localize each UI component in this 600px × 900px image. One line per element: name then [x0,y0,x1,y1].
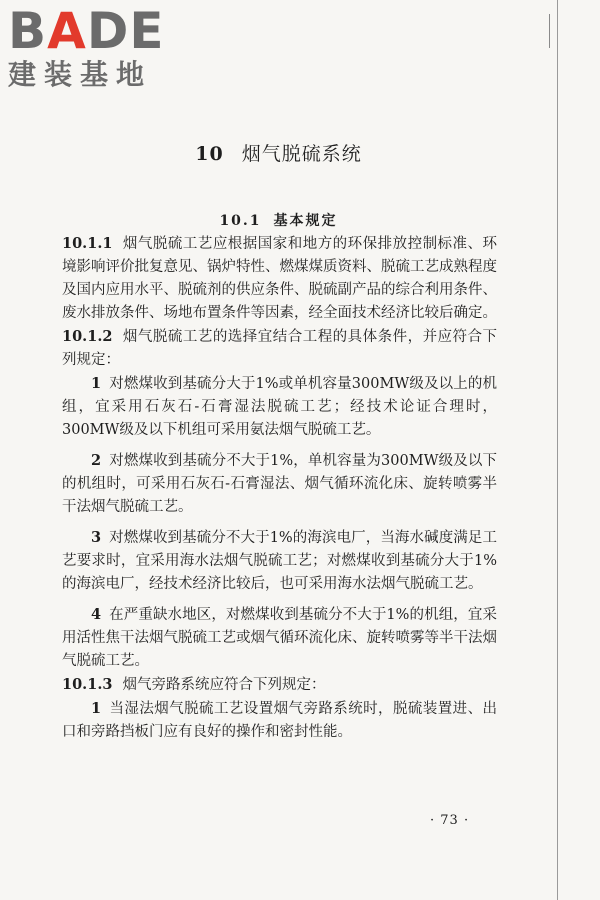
list-item [62,603,497,673]
page-number: · 73 · [430,813,470,828]
section-number: 10.1 [219,213,262,229]
clause-text: 烟气脱硫工艺应根据国家和地方的环保排放控制标准、环境影响评价批复意见、锅炉特性、燃煤煤质资料、脱硫工艺成熟程度及国内应用水平、脱硫剂的供应条件、脱硫副产品的综合利用条件、废水排放条件、场地布置条件等因素，经全面技术经济比较后确定。 [62,236,497,321]
document-body [62,232,497,744]
clause-text: 烟气旁路系统应符合下列规定： [122,677,326,693]
logo-subtitle: 建装基地 [8,58,153,91]
chapter-heading [0,142,557,166]
clause-number: 10.1.3 [62,676,113,693]
clause-number: 10.1.2 [62,328,113,345]
list-item [62,372,497,442]
logo-letter-a: A [47,2,87,60]
item-number: 1 [91,375,102,392]
clause-text: 烟气脱硫工艺的选择宜结合工程的具体条件，并应符合下列规定： [62,329,497,368]
item-number: 2 [91,452,102,469]
item-text: 当湿法烟气脱硫工艺设置烟气旁路系统时，脱硫装置进、出口和旁路挡板门应有良好的操作和密封性能。 [62,701,497,740]
logo-wordmark [8,2,178,60]
item-number: 1 [91,700,102,717]
list-item [62,526,497,596]
item-text: 在严重缺水地区，对燃煤收到基硫分不大于1%的机组，宜采用活性焦干法烟气脱硫工艺或烟气循环流化床、旋转喷雾等半干法烟气脱硫工艺。 [62,607,497,669]
clause-10-1-2 [62,325,497,372]
item-text: 对燃煤收到基硫分大于1%或单机容量300MW级及以上的机组，宜采用石灰石-石膏湿法脱硫工艺；经技术论证合理时，300MW级及以下机组可采用氨法烟气脱硫工艺。 [62,376,497,438]
section-title: 基本规定 [273,213,338,229]
clause-number: 10.1.1 [62,235,113,252]
page-edge-mark [549,14,550,48]
list-item [62,697,497,744]
item-number: 4 [91,606,102,623]
item-text: 对燃煤收到基硫分不大于1%，单机容量为300MW级及以下的机组时，可采用石灰石-石膏湿法、烟气循环流化床、旋转喷雾半干法烟气脱硫工艺。 [62,453,497,515]
chapter-title: 烟气脱硫系统 [241,143,362,165]
item-text: 对燃煤收到基硫分不大于1%的海滨电厂，当海水碱度满足工艺要求时，宜采用海水法烟气脱硫工艺；对燃煤收到基硫分大于1%的海滨电厂，经技术经济比较后，也可采用海水法烟气脱硫工艺。 [62,530,497,592]
chapter-number: 10 [195,143,224,165]
page-edge-line [557,0,558,900]
brand-logo [8,2,178,91]
logo-letter-b: B [8,2,48,60]
logo-letters-de: DE [86,2,165,60]
list-item [62,449,497,519]
item-number: 3 [91,529,102,546]
clause-10-1-3 [62,673,497,697]
section-heading [0,211,557,231]
clause-10-1-1 [62,232,497,325]
